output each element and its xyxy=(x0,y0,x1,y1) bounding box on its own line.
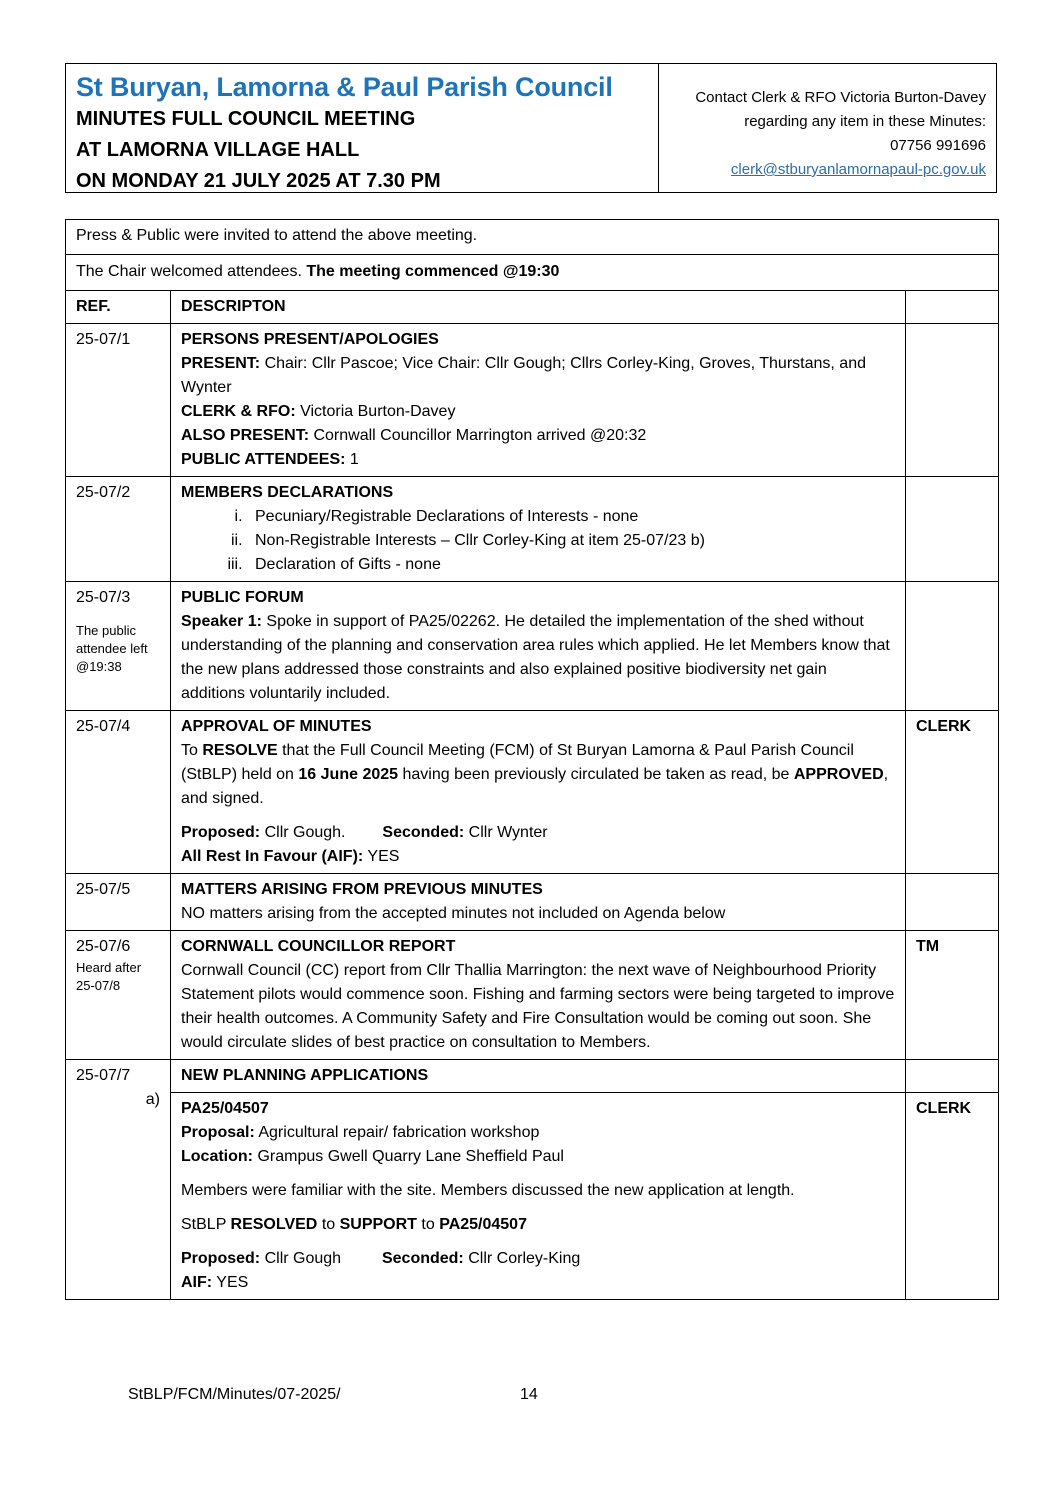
proposed-text: Cllr Gough xyxy=(264,1250,342,1267)
item-action xyxy=(906,477,999,582)
item-description xyxy=(171,582,906,711)
aif-text: YES xyxy=(216,1274,249,1291)
seconded-text: Cllr Wynter xyxy=(468,824,548,841)
item-title: CORNWALL COUNCILLOR REPORT xyxy=(181,938,456,955)
resolved-keyword: RESOLVED xyxy=(230,1216,318,1233)
document-header xyxy=(65,63,997,193)
proposed-label: Proposed: xyxy=(181,824,261,841)
item-title: NEW PLANNING APPLICATIONS xyxy=(181,1067,429,1084)
resolution-text: , and signed. xyxy=(181,766,889,807)
item-ref: 25-07/1 xyxy=(66,324,171,477)
item-action xyxy=(906,582,999,711)
item-ref-cell xyxy=(66,931,171,1060)
minutes-table xyxy=(65,219,999,1300)
table-row xyxy=(66,477,999,582)
aif-label: All Rest In Favour (AIF): xyxy=(181,848,364,865)
item-title: MATTERS ARISING FROM PREVIOUS MINUTES xyxy=(181,881,543,898)
footer-reference: StBLP/FCM/Minutes/07-2025/ xyxy=(128,1386,341,1403)
meeting-date: ON MONDAY 21 JULY 2025 AT 7.30 PM xyxy=(76,170,441,192)
clerk-text: Victoria Burton-Davey xyxy=(300,403,456,420)
header-title-block xyxy=(66,64,659,192)
aif-text: YES xyxy=(367,848,400,865)
item-text: Cornwall Council (CC) report from Cllr Thallia Marrington: the next wave of Neighbourhood Priority Statement pilots would commence soon. Fishing and farming sectors were being targeted to improve their health outcomes. A Community Safety and Fire Consultation would be coming out soon. She would circulate slides of best practice on consultation to Members. xyxy=(181,962,895,1051)
present-text: Chair: Cllr Pascoe; Vice Chair: Cllr Gough; Cllrs Corley-King, Groves, Thurstans, and Wynter xyxy=(181,355,866,396)
application-ref: PA25/04507 xyxy=(181,1100,269,1117)
discussion-text: Members were familiar with the site. Members discussed the new application at length. xyxy=(181,1182,795,1199)
proposal-text: Agricultural repair/ fabrication workshop xyxy=(258,1124,540,1141)
item-action xyxy=(906,1060,999,1093)
resolution-text: To xyxy=(181,742,198,759)
also-present-label: ALSO PRESENT: xyxy=(181,427,310,444)
item-ref: 25-07/7 xyxy=(76,1067,131,1084)
item-note: The public attendee left @19:38 xyxy=(76,623,148,674)
item-action: CLERK xyxy=(906,711,999,874)
seconded-label: Seconded: xyxy=(381,1250,464,1267)
press-public-note: Press & Public were invited to attend the above meeting. xyxy=(66,220,999,255)
proposed-label: Proposed: xyxy=(181,1250,261,1267)
table-row xyxy=(66,1093,999,1300)
resolution-text: having been previously circulated be taken as read, be xyxy=(402,766,790,783)
item-description xyxy=(171,1093,906,1300)
item-title: APPROVAL OF MINUTES xyxy=(181,718,372,735)
also-present-text: Cornwall Councillor Marrington arrived @20:32 xyxy=(313,427,647,444)
ref-column-header: REF. xyxy=(66,291,171,324)
contact-line: Contact Clerk & RFO Victoria Burton-Davey xyxy=(695,89,986,106)
item-action: CLERK xyxy=(906,1093,999,1300)
aif-label: AIF: xyxy=(181,1274,213,1291)
table-row xyxy=(66,874,999,931)
support-keyword: SUPPORT xyxy=(339,1216,417,1233)
item-description xyxy=(171,477,906,582)
item-action: TM xyxy=(906,931,999,1060)
welcome-note xyxy=(66,255,999,291)
welcome-text: The Chair welcomed attendees. xyxy=(76,263,302,280)
speaker-text: Spoke in support of PA25/02262. He detailed the implementation of the shed without understanding of the planning and conservation area rules which applied. He let Members know that the new plans addressed those constraints and also explained positive biodiversity net gain additions voluntarily included. xyxy=(181,613,890,702)
item-action xyxy=(906,874,999,931)
resolve-keyword: RESOLVE xyxy=(202,742,278,759)
header-contact-block xyxy=(659,64,996,192)
resolution-line xyxy=(181,1213,895,1237)
vote-block xyxy=(181,821,895,869)
item-description xyxy=(171,324,906,477)
item-description xyxy=(171,931,906,1060)
proposal-label: Proposal: xyxy=(181,1124,255,1141)
list-item: i. Pecuniary/Registrable Declarations of Interests - none xyxy=(247,505,895,529)
contact-email-link[interactable]: clerk@stburyanlamornapaul-pc.gov.uk xyxy=(730,161,986,178)
public-attendees-count: 1 xyxy=(349,451,359,468)
item-title: MEMBERS DECLARATIONS xyxy=(181,484,394,501)
item-ref: 25-07/4 xyxy=(66,711,171,874)
meeting-venue: AT LAMORNA VILLAGE HALL xyxy=(76,139,360,161)
intro-row xyxy=(66,255,999,291)
resolution-text: to xyxy=(321,1216,336,1233)
item-description xyxy=(171,711,906,874)
list-item: iii. Declaration of Gifts - none xyxy=(247,553,895,577)
meeting-title: MINUTES FULL COUNCIL MEETING xyxy=(76,108,416,130)
previous-meeting-date: 16 June 2025 xyxy=(298,766,399,783)
declarations-list xyxy=(181,505,895,577)
table-row xyxy=(66,931,999,1060)
seconded-label: Seconded: xyxy=(382,824,465,841)
commenced-text: The meeting commenced @19:30 xyxy=(306,263,560,280)
column-header-row xyxy=(66,291,999,324)
item-action xyxy=(906,324,999,477)
table-row xyxy=(66,582,999,711)
location-label: Location: xyxy=(181,1148,253,1165)
contact-phone: 07756 991696 xyxy=(890,137,986,154)
speaker-label: Speaker 1: xyxy=(181,613,262,630)
item-ref: 25-07/3 xyxy=(76,589,131,606)
description-column-header: DESCRIPTON xyxy=(171,291,906,324)
council-name: St Buryan, Lamorna & Paul Parish Council xyxy=(76,72,613,102)
seconded-text: Cllr Corley-King xyxy=(468,1250,581,1267)
item-ref-cell xyxy=(66,1060,171,1300)
page-number: 14 xyxy=(520,1386,538,1403)
contact-line-2: regarding any item in these Minutes: xyxy=(744,113,986,130)
item-description xyxy=(171,874,906,931)
resolution-text: to xyxy=(421,1216,435,1233)
proposed-text: Cllr Gough. xyxy=(264,824,346,841)
clerk-label: CLERK & RFO: xyxy=(181,403,296,420)
approved-keyword: APPROVED xyxy=(793,766,884,783)
item-title: PUBLIC FORUM xyxy=(181,589,304,606)
sub-item-label: a) xyxy=(145,1091,160,1108)
item-ref: 25-07/6 xyxy=(76,938,131,955)
item-text: NO matters arising from the accepted minutes not included on Agenda below xyxy=(181,905,726,922)
item-ref-cell xyxy=(66,582,171,711)
intro-row xyxy=(66,220,999,255)
location-text: Grampus Gwell Quarry Lane Sheffield Paul xyxy=(257,1148,564,1165)
resolution-text: that the Full Council Meeting (FCM) of St Buryan Lamorna & Paul Parish Council (StBLP) held on xyxy=(181,742,854,783)
application-ref: PA25/04507 xyxy=(439,1216,527,1233)
table-row xyxy=(66,1060,999,1093)
list-item: ii. Non-Registrable Interests – Cllr Corley-King at item 25-07/23 b) xyxy=(247,529,895,553)
action-column-header xyxy=(906,291,999,324)
item-note: Heard after 25-07/8 xyxy=(76,960,142,993)
item-ref: 25-07/2 xyxy=(66,477,171,582)
resolution-text: StBLP xyxy=(181,1216,227,1233)
vote-block xyxy=(181,1247,895,1295)
item-description xyxy=(171,1060,906,1093)
table-row xyxy=(66,324,999,477)
present-label: PRESENT: xyxy=(181,355,261,372)
item-title: PERSONS PRESENT/APOLOGIES xyxy=(181,331,439,348)
table-row xyxy=(66,711,999,874)
item-ref: 25-07/5 xyxy=(66,874,171,931)
public-attendees-label: PUBLIC ATTENDEES: xyxy=(181,451,346,468)
